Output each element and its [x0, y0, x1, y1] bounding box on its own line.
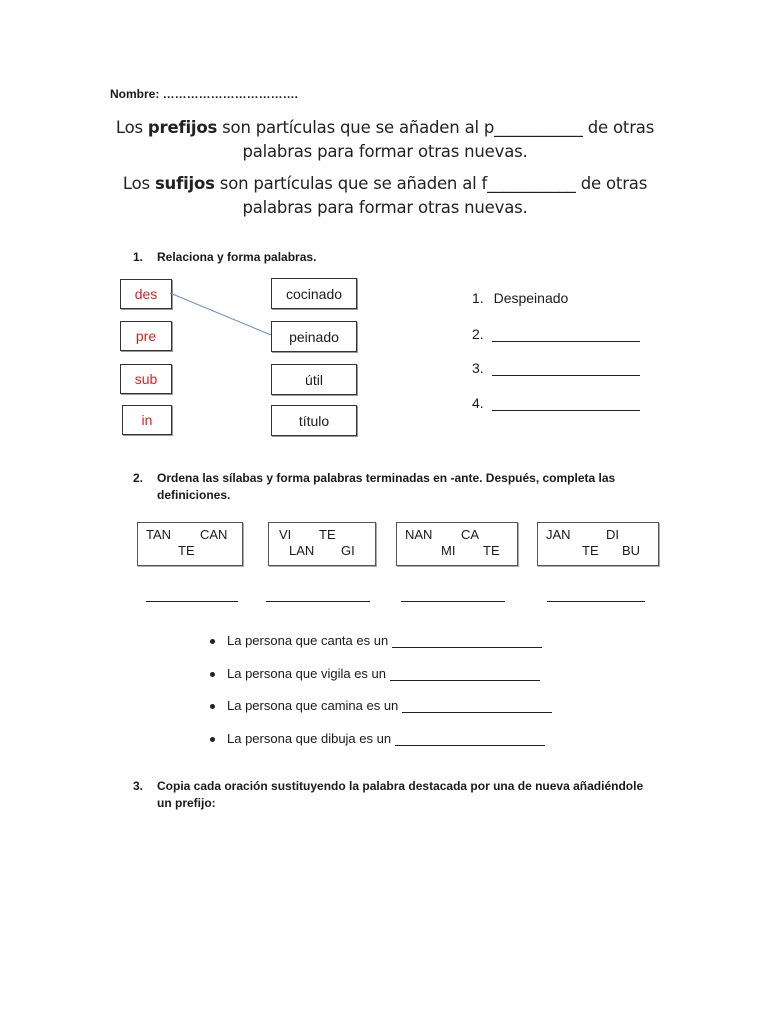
definition-item — [210, 666, 540, 681]
definition-text: La persona que camina es un — [227, 698, 399, 713]
syllable-box — [137, 522, 243, 566]
root-box[interactable]: título — [271, 405, 357, 436]
syllable: JAN — [546, 527, 571, 542]
prefix-box[interactable]: in — [122, 405, 172, 435]
bullet-icon — [210, 672, 215, 677]
prefix-box[interactable]: sub — [120, 364, 172, 394]
syllable-box — [537, 522, 659, 566]
bullet-icon — [210, 737, 215, 742]
syllable-box — [396, 522, 518, 566]
syllable: TE — [178, 543, 195, 558]
syllable: BU — [622, 543, 641, 558]
syllable: GI — [341, 543, 355, 558]
word-answer-blank[interactable] — [401, 600, 505, 602]
sufijos-word: sufijos — [154, 174, 215, 193]
definition-text: La persona que vigila es un — [227, 666, 387, 681]
answer-blank[interactable] — [492, 409, 640, 411]
answer-row — [472, 326, 640, 342]
nombre-field: Nombre: ……………………………. — [110, 87, 299, 101]
bullet-icon — [210, 704, 215, 709]
syllable: TE — [483, 543, 500, 558]
definition-blank[interactable] — [402, 711, 552, 713]
definition-blank[interactable] — [395, 744, 545, 746]
answer-number: 2. — [472, 326, 484, 342]
prefijos-word: prefijos — [147, 118, 218, 137]
answer-row — [472, 360, 640, 376]
prefix-box[interactable]: des — [120, 279, 172, 309]
root-box[interactable]: peinado — [271, 321, 357, 352]
exercise3-heading — [133, 778, 653, 812]
syllable: CA — [461, 527, 480, 542]
prefijos-pre: Los — [115, 118, 148, 137]
word-answer-blank[interactable] — [266, 600, 370, 602]
prefix-box[interactable]: pre — [120, 321, 172, 351]
sufijos-mid: son partículas que se añaden al f___________ de otras — [214, 174, 648, 193]
definition-blank[interactable] — [390, 679, 540, 681]
prefijos-line2: palabras para formar otras nuevas. — [242, 142, 528, 161]
exercise2-heading — [133, 470, 633, 504]
syllable: TAN — [146, 527, 172, 542]
sufijos-pre: Los — [122, 174, 155, 193]
answer-row — [472, 290, 568, 306]
definition-text: La persona que canta es un — [227, 633, 389, 648]
exercise2-title: Ordena las sílabas y forma palabras terminadas en -ante. Después, completa las definiciones. — [157, 471, 616, 502]
exercise3-number: 3. — [133, 779, 144, 793]
exercise1-number: 1. — [133, 250, 144, 264]
word-answer-blank[interactable] — [146, 600, 238, 602]
syllable: MI — [441, 543, 456, 558]
definition-item — [210, 731, 545, 746]
exercise1-title: Relaciona y forma palabras. — [157, 250, 317, 264]
syllable-box — [268, 522, 376, 566]
answer-row — [472, 395, 640, 411]
answer-number: 1. — [472, 290, 484, 306]
exercise2-number: 2. — [133, 471, 144, 485]
definition-item — [210, 633, 542, 648]
syllable: VI — [279, 527, 292, 542]
definition-text: La persona que dibuja es un — [227, 731, 392, 746]
bullet-icon — [210, 639, 215, 644]
definition-blank[interactable] — [392, 646, 542, 648]
answer-number: 4. — [472, 395, 484, 411]
syllable: NAN — [405, 527, 433, 542]
answer-blank[interactable] — [492, 374, 640, 376]
root-box[interactable]: útil — [271, 364, 357, 395]
syllable: TE — [319, 527, 336, 542]
answer-number: 3. — [472, 360, 484, 376]
answer-blank[interactable] — [492, 340, 640, 342]
definition-item — [210, 698, 552, 713]
syllable: LAN — [289, 543, 315, 558]
connector-des-peinado — [170, 293, 271, 335]
word-answer-blank[interactable] — [547, 600, 645, 602]
syllable: CAN — [200, 527, 228, 542]
root-box[interactable]: cocinado — [271, 278, 357, 309]
sufijos-line2: palabras para formar otras nuevas. — [242, 198, 528, 217]
syllable: DI — [606, 527, 619, 542]
syllable: TE — [582, 543, 599, 558]
exercise3-title: Copia cada oración sustituyendo la palabra destacada por una de nueva añadiéndole un prefijo: — [157, 779, 644, 810]
answer-text: Despeinado — [493, 290, 569, 306]
prefijos-mid: son partículas que se añaden al p___________ de otras — [217, 118, 655, 137]
